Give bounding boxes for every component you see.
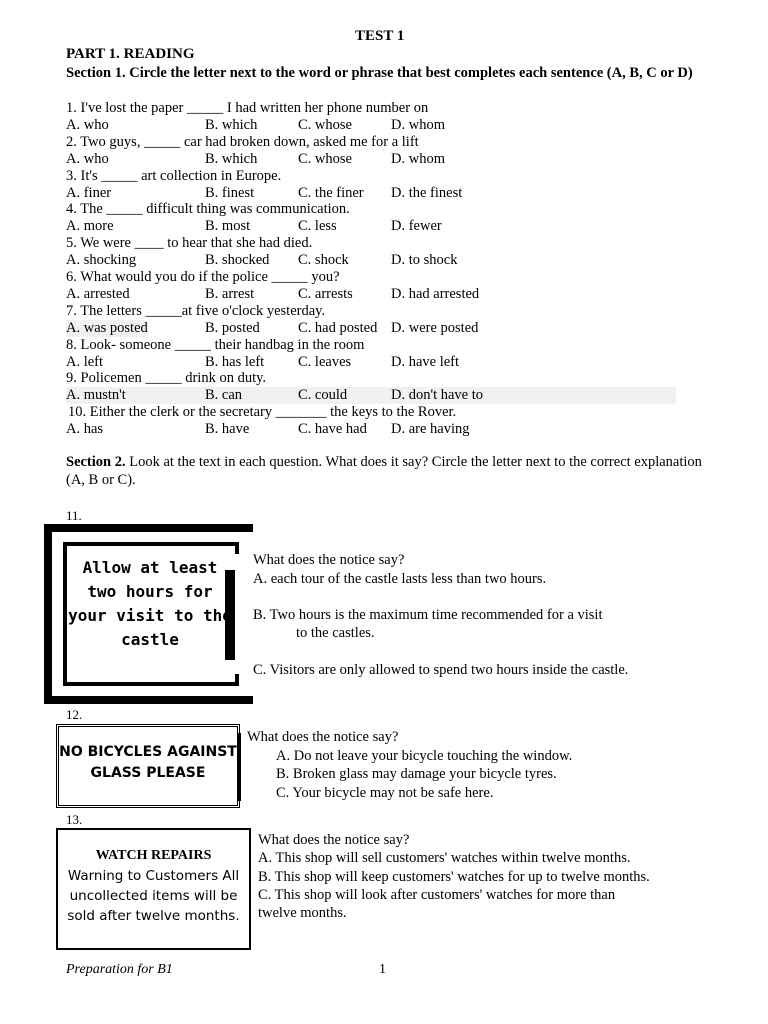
question-10-options: [66, 421, 486, 438]
q12-notice-text: NO BICYCLES AGAINST GLASS PLEASE: [59, 744, 237, 781]
question-7-option-a[interactable]: A. was posted: [66, 319, 148, 336]
question-8-options: [66, 354, 486, 371]
q13-notice-title: WATCH REPAIRS: [95, 848, 212, 863]
q11-notice-text: Allow at least two hours for your visit to the castle: [68, 558, 232, 649]
question-8-option-b[interactable]: B. has left: [205, 353, 265, 370]
question-4-options: [66, 218, 486, 235]
question-6-option-a[interactable]: A. arrested: [66, 286, 130, 302]
question-5-option-c[interactable]: C. shock: [298, 252, 349, 269]
q13-option-a: A. This shop will sell customers' watches within twelve months.: [258, 850, 631, 866]
question-6-option-b[interactable]: B. arrest: [205, 286, 255, 302]
question-9-option-a[interactable]: A. mustn't: [66, 387, 126, 404]
question-1-option-a[interactable]: A. who: [66, 117, 109, 133]
question-5-option-d[interactable]: D. to shock: [391, 252, 458, 269]
question-6-options: [66, 286, 486, 303]
question-1-option-d[interactable]: D. whom: [391, 117, 445, 133]
question-2-option-d[interactable]: D. whom: [391, 150, 445, 167]
question-1-stem: 1. I've lost the paper _____ I had written her phone number on: [66, 100, 429, 116]
question-7-option-b[interactable]: B. posted: [205, 319, 260, 336]
question-10-stem: 10. Either the clerk or the secretary _______ the keys to the Rover.: [68, 404, 457, 421]
question-9-options: [66, 387, 676, 404]
footer-course: Preparation for B1: [66, 962, 173, 977]
question-10-option-b[interactable]: B. have: [205, 421, 250, 438]
question-2-stem: 2. Two guys, _____ car had broken down, asked me for a lift: [66, 133, 419, 150]
q13-prompt: What does the notice say?: [258, 832, 410, 848]
question-8-option-c[interactable]: C. leaves: [298, 353, 352, 370]
question-1-option-c[interactable]: C. whose: [298, 117, 352, 133]
question-5-option-b[interactable]: B. shocked: [205, 252, 270, 269]
question-10-option-a[interactable]: A. has: [66, 421, 104, 438]
question-8-option-d[interactable]: D. have left: [391, 353, 460, 370]
question-9-option-b[interactable]: B. can: [205, 387, 243, 404]
q13-option-c-cont: twelve months.: [258, 905, 347, 921]
q11-option-b-cont: to the castles.: [296, 625, 375, 641]
question-5-option-a[interactable]: A. shocking: [66, 252, 137, 269]
question-7-stem: 7. The letters _____at five o'clock yesterday.: [66, 302, 326, 319]
q12-prompt: What does the notice say?: [247, 729, 399, 745]
q11-option-a: A. each tour of the castle lasts less than two hours.: [253, 571, 547, 587]
question-4-option-d[interactable]: D. fewer: [391, 218, 442, 235]
q13-option-c: C. This shop will look after customers' watches for more than: [258, 887, 616, 903]
q11-prompt: What does the notice say?: [253, 552, 405, 568]
section2-instruction: [66, 453, 706, 489]
question-10-option-d[interactable]: D. are having: [391, 421, 470, 438]
q12-option-b: B. Broken glass may damage your bicycle tyres.: [276, 766, 557, 782]
question-6-option-c[interactable]: C. arrests: [298, 286, 353, 302]
question-6-stem: 6. What would you do if the police _____ you?: [66, 269, 340, 285]
section2-text: Look at the text in each question. What does it say? Circle the letter next to the correct explanation (A, B or C).: [66, 454, 702, 488]
question-5-options: [66, 252, 486, 269]
question-7-option-c[interactable]: C. had posted: [298, 319, 378, 336]
question-9-option-d[interactable]: D. don't have to: [391, 387, 484, 404]
q13-option-b: B. This shop will keep customers' watches for up to twelve months.: [258, 869, 650, 885]
question-3-option-c[interactable]: C. the finer: [298, 184, 364, 201]
question-6-option-d[interactable]: D. had arrested: [391, 286, 480, 302]
question-3-option-d[interactable]: D. the finest: [391, 184, 463, 201]
q12-option-c: C. Your bicycle may not be safe here.: [276, 785, 494, 801]
q13-notice: [58, 846, 249, 926]
question-3-stem: 3. It's _____ art collection in Europe.: [66, 167, 282, 184]
question-3-option-a[interactable]: A. finer: [66, 184, 112, 201]
q13-number: 13.: [66, 812, 83, 827]
section2-label: Section 2.: [66, 454, 126, 470]
question-4-option-b[interactable]: B. most: [205, 218, 251, 235]
section1-instruction: Section 1. Circle the letter next to the word or phrase that best completes each sentence (A, B, C or D): [66, 65, 693, 81]
question-4-option-c[interactable]: C. less: [298, 218, 337, 235]
question-1-option-b[interactable]: B. which: [205, 117, 258, 133]
question-2-options: [66, 151, 486, 168]
question-9-stem: 9. Policemen _____ drink on duty.: [66, 370, 267, 387]
question-3-options: [66, 185, 486, 202]
page-number: 1: [379, 962, 386, 977]
question-9-option-c[interactable]: C. could: [298, 387, 348, 404]
q11-option-b: B. Two hours is the maximum time recommended for a visit: [253, 607, 603, 623]
question-10-option-c[interactable]: C. have had: [298, 421, 367, 438]
q13-notice-body: Warning to Customers All uncollected items will be sold after twelve months.: [67, 868, 240, 924]
question-5-stem: 5. We were ____ to hear that she had died.: [66, 235, 313, 252]
question-4-stem: 4. The _____ difficult thing was communication.: [66, 201, 350, 218]
q12-option-a: A. Do not leave your bicycle touching the window.: [276, 748, 573, 764]
part-title: PART 1. READING: [66, 46, 195, 62]
test-title: TEST 1: [355, 28, 405, 44]
question-2-option-b[interactable]: B. which: [205, 150, 258, 167]
question-8-option-a[interactable]: A. left: [66, 353, 104, 370]
question-2-option-a[interactable]: A. who: [66, 150, 109, 167]
question-7-options: [66, 320, 486, 337]
question-7-option-d[interactable]: D. were posted: [391, 319, 479, 336]
question-4-option-a[interactable]: A. more: [66, 218, 114, 235]
question-3-option-b[interactable]: B. finest: [205, 184, 255, 201]
question-1-options: [66, 117, 486, 134]
q11-option-c: C. Visitors are only allowed to spend two hours inside the castle.: [253, 662, 629, 678]
question-8-stem: 8. Look- someone _____ their handbag in the room: [66, 336, 365, 353]
q12-number: 12.: [66, 707, 83, 722]
q11-number: 11.: [66, 508, 82, 523]
question-2-option-c[interactable]: C. whose: [298, 150, 352, 167]
